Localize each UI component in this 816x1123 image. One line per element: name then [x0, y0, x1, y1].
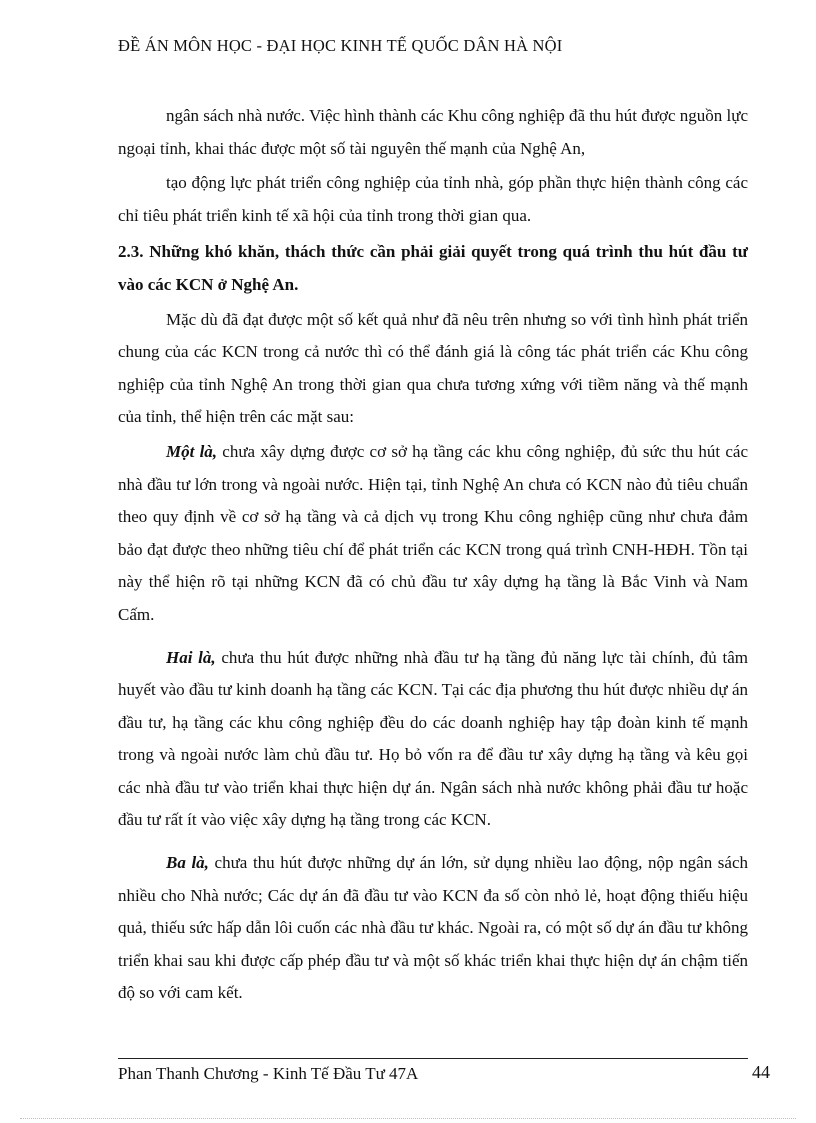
paragraph-mot-la-text: chưa xây dựng được cơ sở hạ tầng các khu công nghiệp, đủ sức thu hút các nhà đầu tư lớn trong và ngoài nước. Hiện tại, tỉnh Nghệ An chưa có KCN nào đủ tiêu chuẩn theo quy định về cơ sở hạ tầng và cả dịch vụ trong Khu công nghiệp cũng như chưa đảm bảo đạt được theo những tiêu chí để phát triển các KCN trong quá trình CNH-HĐH. Tồn tại này thể hiện rõ tại những KCN đã có chủ đầu tư xây dựng hạ tầng là Bắc Vinh và Nam Cấm. [118, 441, 749, 624]
page-number: 44 [752, 1062, 770, 1082]
paragraph-2: tạo động lực phát triển công nghiệp của tỉnh nhà, góp phần thực hiện thành công các chỉ tiêu phát triển kinh tế xã hội của tỉnh trong thời gian qua. [118, 173, 748, 225]
paragraph-3: Mặc dù đã đạt được một số kết quả như đã nêu trên nhưng so với tình hình phát triển chung của các KCN trong cả nước thì có thể đánh giá là công tác phát triển các Khu công nghiệp của tỉnh Nghệ An trong thời gian qua chưa tương xứng với tiềm năng và thế mạnh của tỉnh, thể hiện trên các mặt sau: [118, 309, 748, 427]
paragraph-hai-la [118, 642, 748, 838]
page-header: ĐỀ ÁN MÔN HỌC - ĐẠI HỌC KINH TẾ QUỐC DÂN HÀ NỘI [118, 36, 563, 55]
lead-mot-la: Một là, [166, 441, 218, 461]
lead-hai-la: Hai là, [166, 647, 216, 667]
footer-author: Phan Thanh Chương - Kinh Tế Đầu Tư 47A [118, 1064, 419, 1083]
paragraph-ba-la-text: chưa thu hút được những dự án lớn, sử dụng nhiều lao động, nộp ngân sách nhiều cho Nhà nước; Các dự án đã đầu tư vào KCN đa số còn nhỏ lẻ, hoạt động thiếu hiệu quả, thiếu sức hấp dẫn lôi cuốn các nhà đầu tư khác. Ngoài ra, có một số dự án đầu tư không triển khai sau khi được cấp phép đầu tư và một số khác triển khai thực hiện dự án chậm tiến độ so với cam kết. [118, 853, 749, 1003]
paragraph-hai-la-text: chưa thu hút được những nhà đầu tư hạ tầng đủ năng lực tài chính, đủ tâm huyết vào đầu tư kinh doanh hạ tầng các KCN. Tại các địa phương thu hút được nhiều dự án đầu tư, hạ tầng các khu công nghiệp đều do các doanh nghiệp hay tập đoàn kinh tế mạnh trong và ngoài nước làm chủ đầu tư. Họ bỏ vốn ra để đầu tư xây dựng hạ tầng và kêu gọi các nhà đầu tư vào triển khai thực hiện dự án. Ngân sách nhà nước không phải đầu tư hoặc đầu tư rất ít vào việc xây dựng hạ tầng trong các KCN. [118, 647, 749, 830]
footer-divider [118, 1058, 748, 1059]
paragraph-mot-la [118, 436, 748, 632]
document-body [118, 100, 748, 1010]
section-heading: 2.3. Những khó khăn, thách thức cần phải giải quyết trong quá trình thu hút đầu tư vào các KCN ở Nghệ An. [118, 242, 748, 294]
lead-ba-la: Ba là, [166, 853, 209, 873]
paragraph-1: ngân sách nhà nước. Việc hình thành các Khu công nghiệp đã thu hút được nguồn lực ngoại tỉnh, khai thác được một số tài nguyên thế mạnh của Nghệ An, [118, 106, 749, 158]
page-bottom-border [20, 1118, 796, 1119]
paragraph-ba-la [118, 847, 748, 1010]
